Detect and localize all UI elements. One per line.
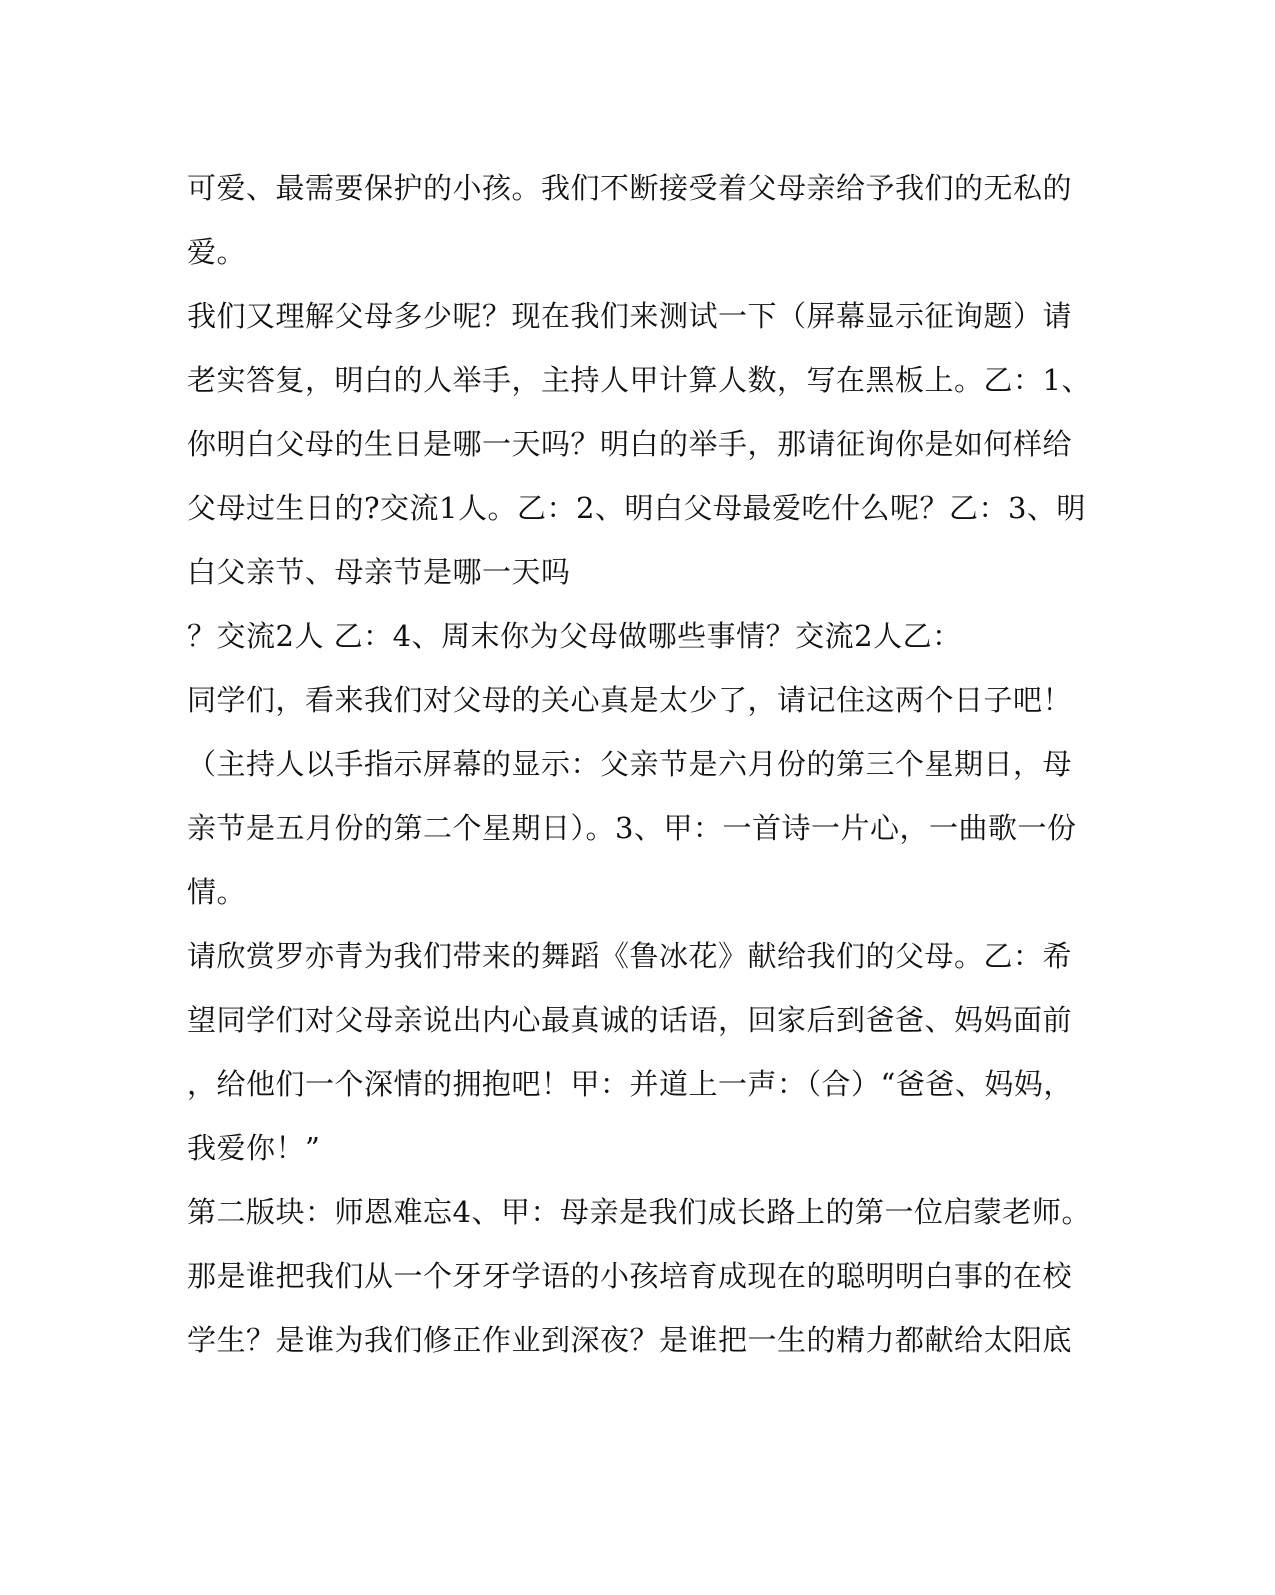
- text-line-10: （主持人以手指示屏幕的显示：父亲节是六月份的第三个星期日，母: [187, 747, 1073, 781]
- text-line-15: ，给他们一个深情的拥抱吧！甲：并道上一声：（合）“爸爸、妈妈，: [187, 1067, 1073, 1101]
- text-line-18: 那是谁把我们从一个牙牙学语的小孩培育成现在的聪明明白事的在校: [187, 1259, 1073, 1293]
- text-line-13: 请欣赏罗亦青为我们带来的舞蹈《鲁冰花》献给我们的父母。乙：希: [187, 939, 1073, 973]
- text-line-12: 情。: [187, 875, 247, 909]
- text-line-8: ？交流2人 乙：4、周末你为父母做哪些事情？交流2人乙：: [187, 619, 962, 653]
- text-line-17: 第二版块：师恩难忘4、甲：母亲是我们成长路上的第一位启蒙老师。: [187, 1195, 1091, 1229]
- text-line-16: 我爱你！”: [187, 1131, 321, 1165]
- text-line-3: 我们又理解父母多少呢？现在我们来测试一下（屏幕显示征询题）请: [187, 299, 1073, 333]
- text-line-2: 爱。: [187, 235, 247, 269]
- text-line-5: 你明白父母的生日是哪一天吗？明白的举手，那请征询你是如何样给: [187, 427, 1073, 461]
- text-line-14: 望同学们对父母亲说出内心最真诚的话语，回家后到爸爸、妈妈面前: [187, 1003, 1073, 1037]
- text-line-9: 同学们，看来我们对父母的关心真是太少了，请记住这两个日子吧！: [187, 683, 1073, 717]
- text-line-11: 亲节是五月份的第二个星期日）。3、甲：一首诗一片心，一曲歌一份: [187, 811, 1077, 845]
- text-line-6: 父母过生日的?交流1人。乙：2、明白父母最爱吃什么呢？乙：3、明: [187, 491, 1086, 525]
- text-line-19: 学生？是谁为我们修正作业到深夜？是谁把一生的精力都献给太阳底: [187, 1323, 1073, 1357]
- text-line-4: 老实答复，明白的人举手，主持人甲计算人数，写在黑板上。乙：1、: [187, 363, 1091, 397]
- text-line-1: 可爱、最需要保护的小孩。我们不断接受着父母亲给予我们的无私的: [187, 171, 1073, 205]
- text-line-7: 白父亲节、母亲节是哪一天吗: [187, 555, 571, 589]
